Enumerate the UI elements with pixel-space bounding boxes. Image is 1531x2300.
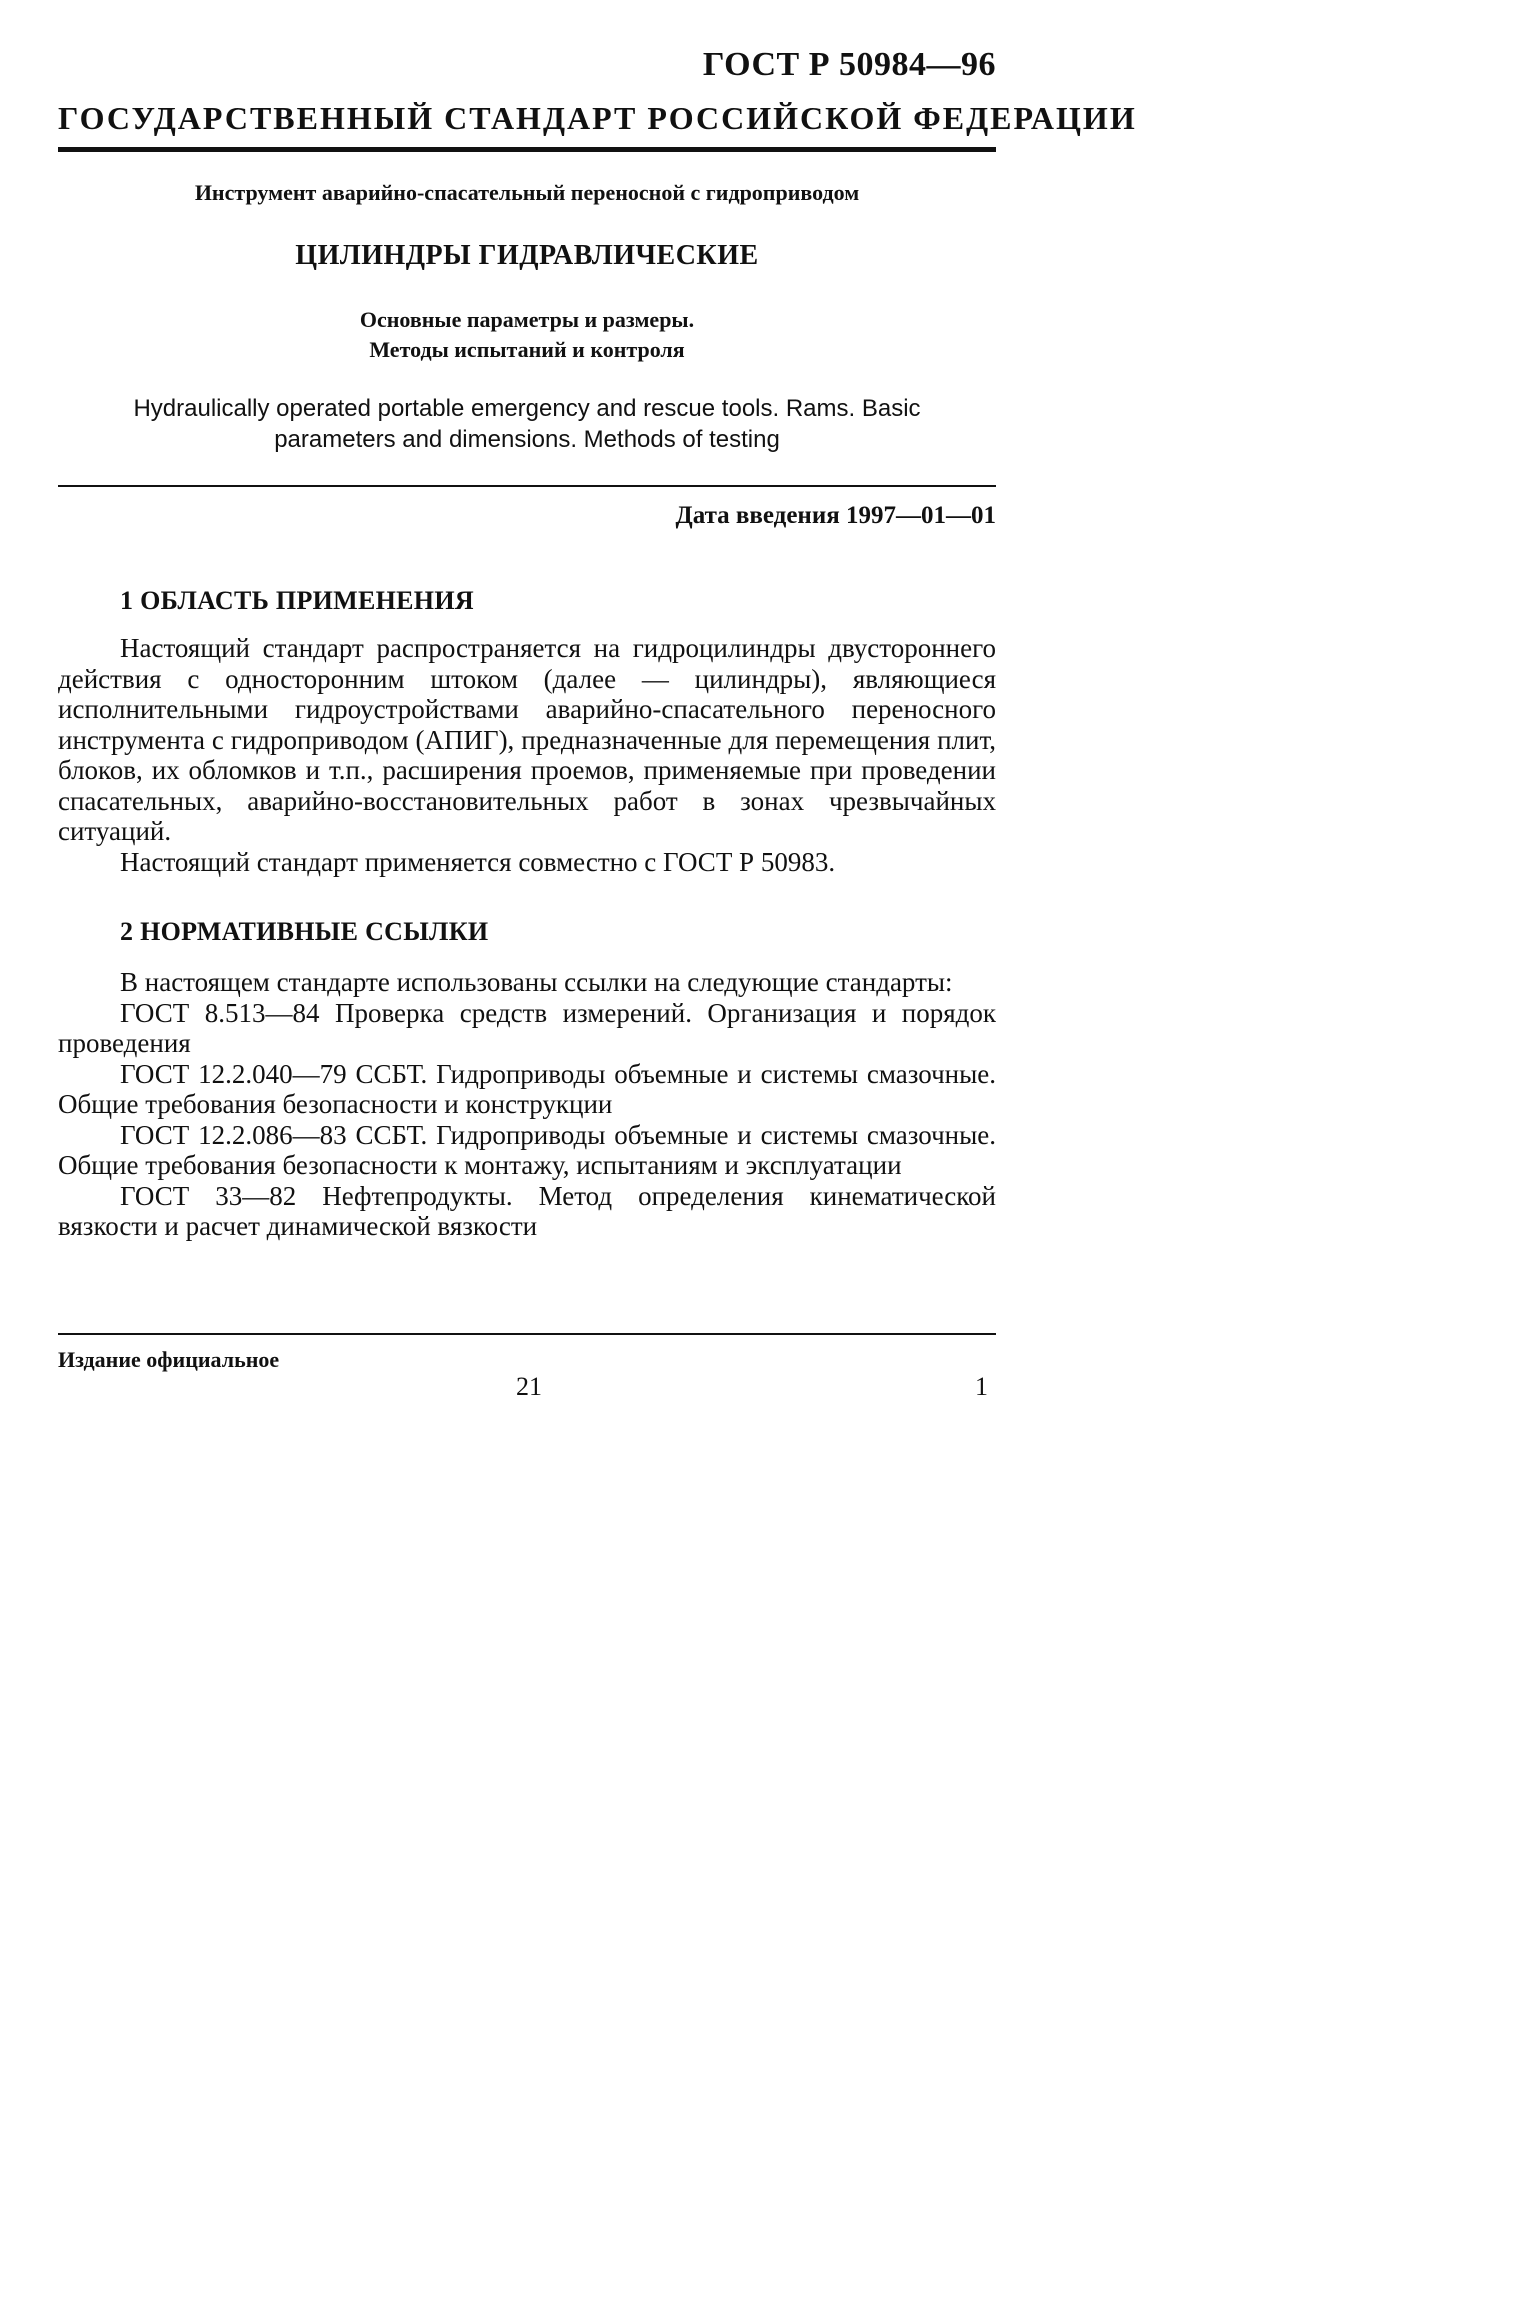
reference-item: ГОСТ 8.513—84 Проверка средств измерений. Организация и порядок проведения: [58, 997, 996, 1058]
section-1-body: [58, 633, 996, 877]
english-title-line-2: parameters and dimensions. Methods of testing: [274, 426, 780, 453]
english-title-line-1: Hydraulically operated portable emergency and rescue tools. Rams. Basic: [133, 395, 921, 422]
title-rule: [58, 485, 996, 487]
section-1-heading: 1 ОБЛАСТЬ ПРИМЕНЕНИЯ: [120, 586, 474, 615]
parameters-title-line-2: Методы испытаний и контроля: [369, 337, 685, 362]
footer-rule: [58, 1333, 996, 1335]
official-edition-label: Издание официальное: [58, 1347, 280, 1372]
english-title: [58, 393, 996, 455]
section-2-paragraph: В настоящем стандарте использованы ссылки на следующие стандарты:: [120, 967, 953, 997]
parameters-title-line-1: Основные параметры и размеры.: [359, 307, 695, 332]
state-standard-title: ГОСУДАРСТВЕННЫЙ СТАНДАРТ РОССИЙСКОЙ ФЕДЕРАЦИИ: [58, 100, 1137, 136]
reference-item: ГОСТ 33—82 Нефтепродукты. Метод определения кинематической вязкости и расчет динамической вязкости: [58, 1180, 996, 1241]
page-index: 21: [516, 1372, 542, 1401]
parameters-title: [58, 305, 996, 365]
section-2-body: [58, 967, 996, 1242]
main-title: ЦИЛИНДРЫ ГИДРАВЛИЧЕСКИЕ: [295, 240, 759, 271]
document-page: [58, 0, 1137, 1542]
reference-item: ГОСТ 12.2.040—79 ССБТ. Гидроприводы объемные и системы смазочные. Общие требования безопасности и конструкции: [58, 1058, 996, 1119]
section-1-paragraph: Настоящий стандарт распространяется на гидроцилиндры двустороннего действия с односторонним штоком (далее — цилиндры), являющиеся исполнительными гидроустройствами аварийно-спасательного переносного инструмента с гидроприводом (АПИГ), предназначенные для перемещения плит, блоков, их обломков и т.п., расширения проемов, применяемые при проведении спасательных, аварийно-восстановительных работ в зонах чрезвычайных ситуаций.: [58, 633, 996, 846]
header-rule: [58, 147, 996, 152]
introduction-date: Дата введения 1997—01—01: [675, 502, 996, 529]
section-2-heading: 2 НОРМАТИВНЫЕ ССЫЛКИ: [120, 917, 489, 946]
reference-item: ГОСТ 12.2.086—83 ССБТ. Гидроприводы объемные и системы смазочные. Общие требования безопасности к монтажу, испытаниям и эксплуатации: [58, 1119, 996, 1180]
product-subtitle: Инструмент аварийно-спасательный переносной с гидроприводом: [194, 180, 860, 205]
section-1-paragraph: Настоящий стандарт применяется совместно с ГОСТ Р 50983.: [120, 846, 836, 877]
page-number: 1: [975, 1372, 988, 1401]
document-number: ГОСТ Р 50984—96: [702, 46, 996, 83]
